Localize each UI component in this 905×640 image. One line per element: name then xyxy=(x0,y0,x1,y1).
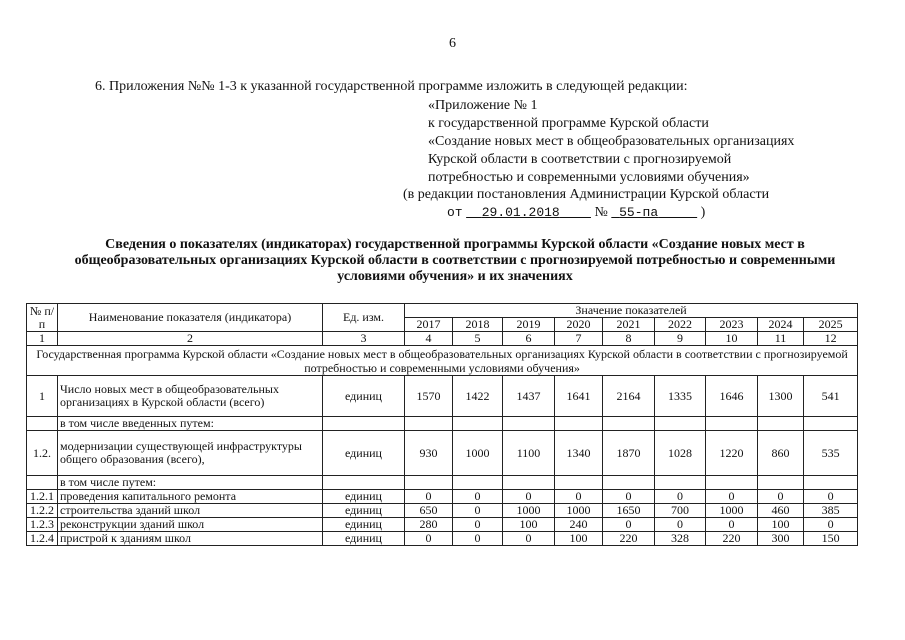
year-header: 2020 xyxy=(555,318,603,332)
indicator-name: реконструкции зданий школ xyxy=(58,518,323,532)
value-cell xyxy=(655,417,706,431)
row-number xyxy=(27,476,58,490)
value-cell: 220 xyxy=(706,532,758,546)
value-cell: 1646 xyxy=(706,376,758,417)
value-cell: 1650 xyxy=(603,504,655,518)
value-cell: 1870 xyxy=(603,431,655,476)
decree-close: ) xyxy=(700,205,706,220)
value-cell: 100 xyxy=(758,518,804,532)
value-cell xyxy=(503,417,555,431)
value-cell xyxy=(453,417,503,431)
value-cell xyxy=(405,417,453,431)
value-cell: 0 xyxy=(405,490,453,504)
value-cell: 1000 xyxy=(453,431,503,476)
column-number: 2 xyxy=(58,332,323,346)
row-unit xyxy=(323,417,405,431)
column-number: 5 xyxy=(453,332,503,346)
value-cell: 535 xyxy=(804,431,858,476)
indicator-name: в том числе введенных путем: xyxy=(58,417,323,431)
column-number: 3 xyxy=(323,332,405,346)
appendix-line-5: потребностью и современными условиями обучения» xyxy=(428,170,750,185)
indicator-name: проведения капитального ремонта xyxy=(58,490,323,504)
intro-paragraph: 6. Приложения №№ 1-3 к указанной государственной программе изложить в следующей редакции: xyxy=(95,79,688,94)
value-cell: 1028 xyxy=(655,431,706,476)
column-number: 4 xyxy=(405,332,453,346)
column-number: 1 xyxy=(27,332,58,346)
column-number: 7 xyxy=(555,332,603,346)
decree-date: 29.01.2018 xyxy=(481,205,560,220)
row-unit: единиц xyxy=(323,518,405,532)
program-title-row: Государственная программа Курской области «Создание новых мест в общеобразовательных организациях Курской области в соответствии с прогнозируемой потребностью и современными условиями обучения» xyxy=(27,346,858,376)
page-number: 6 xyxy=(449,36,456,51)
value-cell: 0 xyxy=(706,518,758,532)
row-number xyxy=(27,417,58,431)
year-header: 2025 xyxy=(804,318,858,332)
value-cell: 1335 xyxy=(655,376,706,417)
decree-number: 55-па xyxy=(619,205,659,220)
table-row xyxy=(27,504,858,518)
column-number: 12 xyxy=(804,332,858,346)
value-cell: 100 xyxy=(503,518,555,532)
value-cell: 150 xyxy=(804,532,858,546)
year-header: 2021 xyxy=(603,318,655,332)
value-cell: 700 xyxy=(655,504,706,518)
table-row xyxy=(27,532,858,546)
value-cell xyxy=(555,417,603,431)
value-cell: 0 xyxy=(503,490,555,504)
row-number: 1.2.2 xyxy=(27,504,58,518)
value-cell: 240 xyxy=(555,518,603,532)
value-cell: 0 xyxy=(453,518,503,532)
value-cell xyxy=(804,476,858,490)
row-number: 1.2.4 xyxy=(27,532,58,546)
value-cell: 1220 xyxy=(706,431,758,476)
year-header: 2017 xyxy=(405,318,453,332)
decree-number-sign: № xyxy=(594,205,608,220)
value-cell xyxy=(706,417,758,431)
value-cell xyxy=(555,476,603,490)
revision-line: (в редакции постановления Администрации Курской области xyxy=(403,187,770,202)
appendix-line-3: «Создание новых мест в общеобразовательных организациях xyxy=(428,134,795,149)
document-heading: Сведения о показателях (индикаторах) государственной программы Курской области «Создание новых мест в общеобразовательных организациях Курской области в соответствии с прогнозируемой потребностью и современными условиями обучения» и их значениях xyxy=(74,237,836,284)
year-header: 2024 xyxy=(758,318,804,332)
table-row xyxy=(27,431,858,476)
value-cell: 0 xyxy=(503,532,555,546)
value-cell: 220 xyxy=(603,532,655,546)
indicator-name: строительства зданий школ xyxy=(58,504,323,518)
value-cell: 460 xyxy=(758,504,804,518)
indicator-name: в том числе путем: xyxy=(58,476,323,490)
appendix-line-2: к государственной программе Курской области xyxy=(428,116,709,131)
row-unit: единиц xyxy=(323,431,405,476)
header-values: Значение показателей xyxy=(405,304,858,318)
year-header: 2023 xyxy=(706,318,758,332)
table-row xyxy=(27,518,858,532)
indicators-table xyxy=(26,303,858,546)
value-cell: 0 xyxy=(804,490,858,504)
value-cell xyxy=(758,476,804,490)
header-num: № п/п xyxy=(27,304,58,332)
value-cell: 860 xyxy=(758,431,804,476)
table-row xyxy=(27,417,858,431)
row-unit xyxy=(323,476,405,490)
decree-line xyxy=(447,205,705,221)
value-cell xyxy=(655,476,706,490)
value-cell xyxy=(758,417,804,431)
value-cell: 2164 xyxy=(603,376,655,417)
value-cell: 1300 xyxy=(758,376,804,417)
row-unit: единиц xyxy=(323,532,405,546)
value-cell: 300 xyxy=(758,532,804,546)
value-cell: 650 xyxy=(405,504,453,518)
column-number: 10 xyxy=(706,332,758,346)
value-cell: 1000 xyxy=(706,504,758,518)
row-number: 1.2.1 xyxy=(27,490,58,504)
value-cell xyxy=(706,476,758,490)
value-cell: 541 xyxy=(804,376,858,417)
row-unit: единиц xyxy=(323,376,405,417)
indicator-name: пристрой к зданиям школ xyxy=(58,532,323,546)
table-row xyxy=(27,490,858,504)
value-cell: 1641 xyxy=(555,376,603,417)
value-cell: 0 xyxy=(555,490,603,504)
year-header: 2018 xyxy=(453,318,503,332)
value-cell: 0 xyxy=(655,518,706,532)
column-number: 6 xyxy=(503,332,555,346)
value-cell: 100 xyxy=(555,532,603,546)
value-cell: 0 xyxy=(706,490,758,504)
header-name: Наименование показателя (индикатора) xyxy=(58,304,323,332)
appendix-line-1: «Приложение № 1 xyxy=(428,98,538,113)
value-cell: 328 xyxy=(655,532,706,546)
value-cell xyxy=(804,417,858,431)
value-cell: 1000 xyxy=(503,504,555,518)
value-cell xyxy=(405,476,453,490)
column-number: 8 xyxy=(603,332,655,346)
value-cell: 0 xyxy=(758,490,804,504)
row-unit: единиц xyxy=(323,490,405,504)
value-cell: 0 xyxy=(603,490,655,504)
value-cell xyxy=(453,476,503,490)
appendix-line-4: Курской области в соответствии с прогнозируемой xyxy=(428,152,732,167)
value-cell: 1100 xyxy=(503,431,555,476)
value-cell: 0 xyxy=(603,518,655,532)
value-cell: 0 xyxy=(655,490,706,504)
value-cell: 280 xyxy=(405,518,453,532)
value-cell xyxy=(603,476,655,490)
value-cell: 0 xyxy=(453,504,503,518)
column-number: 9 xyxy=(655,332,706,346)
value-cell: 0 xyxy=(453,532,503,546)
value-cell: 1340 xyxy=(555,431,603,476)
year-header: 2022 xyxy=(655,318,706,332)
indicator-name: модернизации существующей инфраструктуры общего образования (всего), xyxy=(58,431,323,476)
value-cell xyxy=(503,476,555,490)
value-cell: 1422 xyxy=(453,376,503,417)
header-unit: Ед. изм. xyxy=(323,304,405,332)
value-cell: 1570 xyxy=(405,376,453,417)
value-cell: 1000 xyxy=(555,504,603,518)
decree-from: от xyxy=(447,205,463,220)
column-number: 11 xyxy=(758,332,804,346)
row-number: 1.2. xyxy=(27,431,58,476)
year-header: 2019 xyxy=(503,318,555,332)
row-number: 1.2.3 xyxy=(27,518,58,532)
value-cell: 0 xyxy=(804,518,858,532)
value-cell xyxy=(603,417,655,431)
value-cell: 930 xyxy=(405,431,453,476)
value-cell: 0 xyxy=(453,490,503,504)
row-number: 1 xyxy=(27,376,58,417)
table-row xyxy=(27,476,858,490)
value-cell: 1437 xyxy=(503,376,555,417)
indicator-name: Число новых мест в общеобразовательных организациях в Курской области (всего) xyxy=(58,376,323,417)
row-unit: единиц xyxy=(323,504,405,518)
table-row xyxy=(27,376,858,417)
value-cell: 385 xyxy=(804,504,858,518)
value-cell: 0 xyxy=(405,532,453,546)
